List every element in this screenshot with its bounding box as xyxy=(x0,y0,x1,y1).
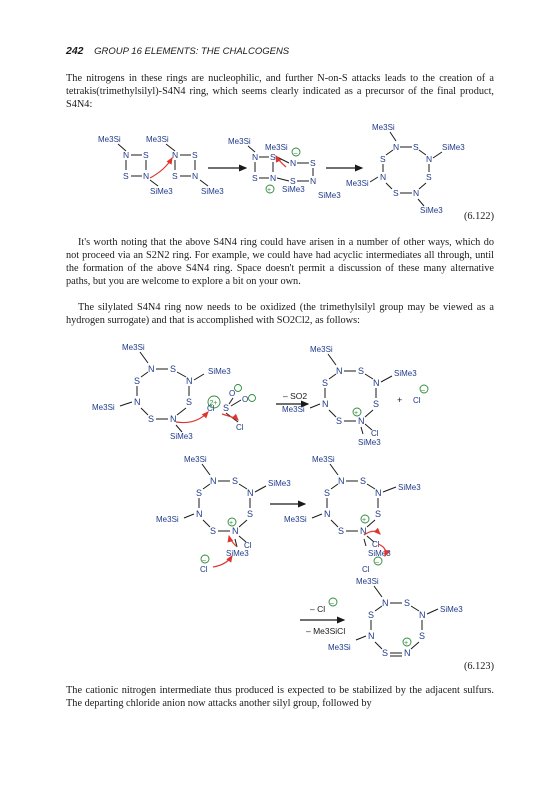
atom-label: S xyxy=(192,150,198,160)
atom-label: S xyxy=(373,399,380,409)
atom-label: SiMe3 xyxy=(226,549,249,558)
atom-label: SiMe3 xyxy=(268,479,291,488)
atom-label: S xyxy=(393,188,399,198)
atom-label: N xyxy=(322,399,329,409)
atom-label: N xyxy=(419,610,426,620)
atom-label: S xyxy=(210,526,217,536)
atom-label: S xyxy=(148,414,155,424)
atom-label: SiMe3 xyxy=(150,187,173,196)
atom-label: SiMe3 xyxy=(442,143,465,152)
atom-label: Me3Si xyxy=(282,405,305,414)
atom-label: S xyxy=(270,152,276,162)
atom-label: S xyxy=(419,631,426,641)
atom-label: S xyxy=(322,378,329,388)
curly-arrow xyxy=(150,158,172,178)
plus-sign: + xyxy=(397,395,403,405)
atom-label: S xyxy=(310,158,316,168)
byproduct-label: – Me3SiCl xyxy=(306,626,346,636)
atom-label: Cl xyxy=(236,423,244,432)
atom-label: N xyxy=(270,173,277,183)
curly-arrow xyxy=(276,156,286,167)
atom-label: N xyxy=(375,488,382,498)
s4n4-ring-product xyxy=(346,123,465,215)
atom-label: N xyxy=(210,476,217,486)
atom-label: SiMe3 xyxy=(394,369,417,378)
atom-label: S xyxy=(172,171,178,181)
atom-label: N xyxy=(310,176,317,186)
atom-label: Me3Si xyxy=(98,135,121,144)
s2n2-ring-left xyxy=(98,135,173,196)
intermediate-6-123-c xyxy=(284,455,421,574)
atom-label: N xyxy=(393,142,400,152)
s4n4-final-product xyxy=(328,577,463,658)
intermediate-6-123-b xyxy=(156,455,291,574)
atom-label: SiMe3 xyxy=(368,549,391,558)
paragraph-1: The nitrogens in these rings are nucleophilic, and further N-on-S attacks leads to the creation of a tetrakis(trimethylsilyl)-S4N4 ring, which seems clearly indicated as a precursor of the final product, S4N4: xyxy=(66,73,494,110)
atom-label: Cl xyxy=(244,541,252,550)
atom-label: S xyxy=(358,366,365,376)
atom-label: Cl xyxy=(371,429,379,438)
atom-label: S xyxy=(336,416,343,426)
atom-label: Me3Si xyxy=(312,455,335,464)
atom-label: Me3Si xyxy=(184,455,207,464)
paragraph-3: The silylated S4N4 ring now needs to be oxidized (the trimethylsilyl group may be viewed as a hydrogen surrogate) and that is accomplished with SO2Cl2, as follows: xyxy=(66,302,494,326)
atom-label: SiMe3 xyxy=(318,191,341,200)
charge-plus: + xyxy=(404,640,409,647)
atom-label: N xyxy=(404,648,411,658)
charge-plus: + xyxy=(354,410,359,417)
atom-label: S xyxy=(252,173,258,183)
charge-plus: + xyxy=(229,520,234,527)
atom-label: S xyxy=(368,610,375,620)
atom-label: Cl xyxy=(207,404,215,413)
atom-label: S xyxy=(404,598,411,608)
atom-label: N xyxy=(380,172,387,182)
charge-plus: + xyxy=(362,517,367,524)
atom-label: O xyxy=(242,395,249,404)
charge-minus: – xyxy=(293,150,298,157)
s4n4-reactant xyxy=(92,343,256,441)
atom-label: N xyxy=(324,509,331,519)
atom-label: O xyxy=(229,389,236,398)
atom-label: S xyxy=(375,509,382,519)
atom-label: S xyxy=(380,154,386,164)
atom-label: Me3Si xyxy=(146,135,169,144)
atom-label: Cl xyxy=(413,396,421,405)
atom-label: N xyxy=(196,509,203,519)
atom-label: S xyxy=(324,488,331,498)
atom-label: N xyxy=(336,366,343,376)
atom-label: N xyxy=(338,476,345,486)
atom-label: N xyxy=(252,152,259,162)
atom-label: Cl xyxy=(362,565,370,574)
atom-label: Me3Si xyxy=(356,577,379,586)
atom-label: N xyxy=(426,154,433,164)
charge-minus: – xyxy=(202,557,206,564)
atom-label: N xyxy=(373,378,380,388)
byproduct-label: – Cl xyxy=(310,604,326,614)
atom-label: S xyxy=(123,171,129,181)
atom-label: S xyxy=(170,364,177,374)
atom-label: S xyxy=(186,397,193,407)
atom-label: N xyxy=(123,150,130,160)
atom-label: SiMe3 xyxy=(420,206,443,215)
atom-label: S xyxy=(223,403,230,413)
section-title: GROUP 16 ELEMENTS: THE CHALCOGENS xyxy=(94,46,290,57)
equation-label-2: (6.123) xyxy=(463,661,494,672)
charge-minus: – xyxy=(421,387,425,394)
equation-label-1: (6.122) xyxy=(463,211,494,222)
atom-label: N xyxy=(172,150,179,160)
paragraph-4: The cationic nitrogen intermediate thus produced is expected to be stabilized by the adjacent sulfurs. The departing chloride anion now attacks another silyl group, followed by xyxy=(66,685,494,709)
atom-label: S xyxy=(232,476,239,486)
atom-label: Me3Si xyxy=(328,643,351,652)
atom-label: N xyxy=(232,526,239,536)
atom-label: S xyxy=(134,376,141,386)
atom-label: N xyxy=(290,158,297,168)
atom-label: SiMe3 xyxy=(170,432,193,441)
atom-label: N xyxy=(413,188,420,198)
atom-label: Me3Si xyxy=(346,179,369,188)
atom-label: N xyxy=(134,397,141,407)
charge-minus: – xyxy=(375,559,379,566)
charge-minus: – xyxy=(330,600,334,607)
atom-label: S xyxy=(413,142,419,152)
scheme-6-122 xyxy=(98,123,465,215)
curly-arrow xyxy=(222,414,238,420)
atom-label: N xyxy=(148,364,155,374)
atom-label: Me3Si xyxy=(310,345,333,354)
atom-label: SiMe3 xyxy=(208,367,231,376)
atom-label: S xyxy=(247,509,254,519)
atom-label: S xyxy=(290,176,296,186)
atom-label: SiMe3 xyxy=(201,187,224,196)
atom-label: S xyxy=(426,172,432,182)
byproduct-label: – SO2 xyxy=(283,391,308,401)
atom-label: Cl xyxy=(200,565,208,574)
atom-label: N xyxy=(192,171,199,181)
charge-plus: + xyxy=(267,187,272,194)
curly-arrow xyxy=(176,412,208,423)
atom-label: S xyxy=(143,150,149,160)
atom-label: N xyxy=(186,376,193,386)
atom-label: S xyxy=(338,526,345,536)
atom-label: SiMe3 xyxy=(398,483,421,492)
atom-label: S xyxy=(360,476,367,486)
atom-label: N xyxy=(368,631,375,641)
atom-label: S xyxy=(382,648,389,658)
atom-label: N xyxy=(360,526,367,536)
atom-label: Cl xyxy=(372,540,380,549)
atom-label: N xyxy=(358,416,365,426)
atom-label: N xyxy=(143,171,150,181)
atom-label: N xyxy=(247,488,254,498)
atom-label: SiMe3 xyxy=(358,438,381,447)
atom-label: SiMe3 xyxy=(282,185,305,194)
curly-arrow xyxy=(229,536,236,546)
atom-label: Me3Si xyxy=(122,343,145,352)
atom-label: Me3Si xyxy=(156,515,179,524)
atom-label: N xyxy=(382,598,389,608)
atom-label: SiMe3 xyxy=(440,605,463,614)
atom-label: N xyxy=(170,414,177,424)
atom-label: Me3Si xyxy=(228,137,251,146)
atom-label: Me3Si xyxy=(372,123,395,132)
page-number: 242 xyxy=(66,45,84,57)
atom-label: Me3Si xyxy=(92,403,115,412)
charge-2plus: 2+ xyxy=(209,400,218,407)
atom-label: Me3Si xyxy=(265,143,288,152)
atom-label: S xyxy=(196,488,203,498)
paragraph-2: It's worth noting that the above S4N4 ring could have arisen in a number of other ways, which do not proceed via an S2N2 ring. For example, we could have had acyclic intermediates all through, until the formation of the above S4N4 ring. Space doesn't permit a discussion of these many alternative paths, but you are welcome to explore a bit on your own. xyxy=(66,237,494,287)
atom-label: Me3Si xyxy=(284,515,307,524)
